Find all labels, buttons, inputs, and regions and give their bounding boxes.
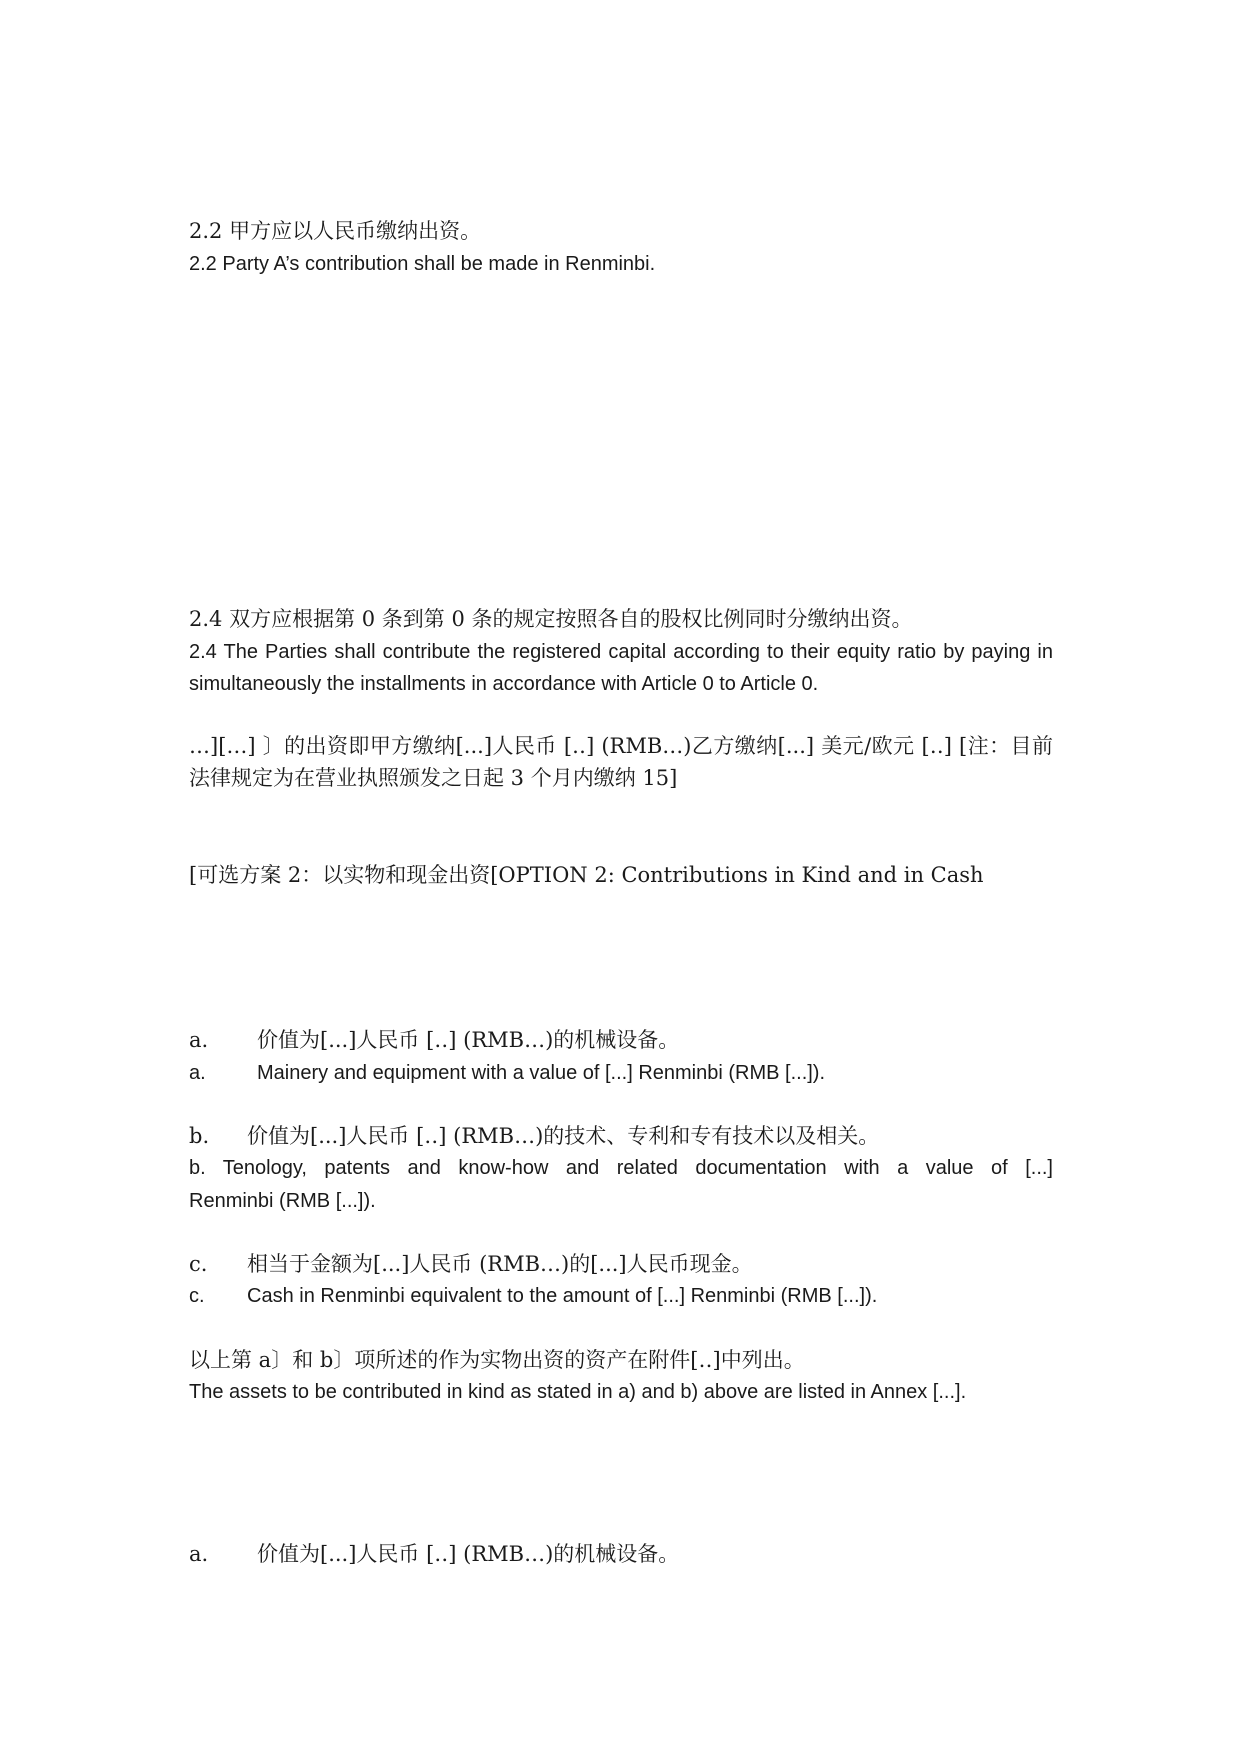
section-2-4-zh: 2.4 双方应根据第 0 条到第 0 条的规定按照各自的股权比例同时分缴纳出资。	[189, 607, 913, 631]
assets-note-en: The assets to be contributed in kind as stated in a) and b) above are listed in Annex [...].	[189, 1381, 967, 1403]
item-a-en-label: a.	[189, 1062, 206, 1084]
item-c-label: c.	[189, 1252, 208, 1276]
item-b-zh-text: 价值为[...]人民币 [‥] (RMB…)的技术、专利和专有技术以及相关。	[247, 1124, 880, 1148]
item-b-en-line2: Renminbi (RMB [...]).	[189, 1190, 376, 1212]
item-c-zh-text: 相当于金额为[...]人民币 (RMB…)的[...]人民币现金。	[247, 1252, 753, 1276]
item-a-en-text: Mainery and equipment with a value of [...] Renminbi (RMB [...]).	[257, 1062, 826, 1084]
assets-note-zh: 以上第 a〕和 b〕项所述的作为实物出资的资产在附件[‥]中列出。	[189, 1348, 805, 1372]
item-a-zh-text: 价值为[...]人民币 [‥] (RMB…)的机械设备。	[257, 1028, 680, 1052]
item-b-en-line1: b. Tenology, patents and know-how and related documentation with a value of [...]	[189, 1157, 1053, 1179]
item-c-en	[189, 1284, 877, 1308]
item-a-repeat-label: a.	[189, 1542, 209, 1566]
item-a-zh	[189, 1028, 679, 1052]
section-2-4-en-line1: 2.4 The Parties shall contribute the registered capital according to their equity ratio by paying in	[189, 641, 1053, 663]
item-c-en-label: c.	[189, 1285, 205, 1307]
item-b-zh	[189, 1124, 879, 1148]
section-2-2-zh: 2.2 甲方应以人民币缴纳出资。	[189, 219, 482, 243]
item-b-label: b.	[189, 1124, 210, 1148]
installment-note-line2: 法律规定为在营业执照颁发之日起 3 个月内缴纳 15]	[189, 766, 678, 790]
item-c-en-text: Cash in Renminbi equivalent to the amount of [...] Renminbi (RMB [...]).	[247, 1285, 878, 1307]
item-a-repeat-text: 价值为[...]人民币 [‥] (RMB…)的机械设备。	[257, 1542, 680, 1566]
section-2-2-en: 2.2 Party A’s contribution shall be made in Renminbi.	[189, 253, 656, 275]
option-2-heading: [可选方案 2：以实物和现金出资[OPTION 2: Contributions in Kind and in Cash	[189, 863, 984, 887]
item-a-en	[189, 1061, 825, 1085]
section-2-4-en-line2: simultaneously the installments in accordance with Article 0 to Article 0.	[189, 673, 819, 695]
item-c-zh	[189, 1252, 753, 1276]
item-a-repeat-zh	[189, 1542, 679, 1566]
item-a-label: a.	[189, 1028, 209, 1052]
installment-note-line1: …][…] 〕的出资即甲方缴纳[...]人民币 [‥] (RMB…)乙方缴纳[...] 美元/欧元 [‥] [注：目前	[189, 734, 1053, 758]
